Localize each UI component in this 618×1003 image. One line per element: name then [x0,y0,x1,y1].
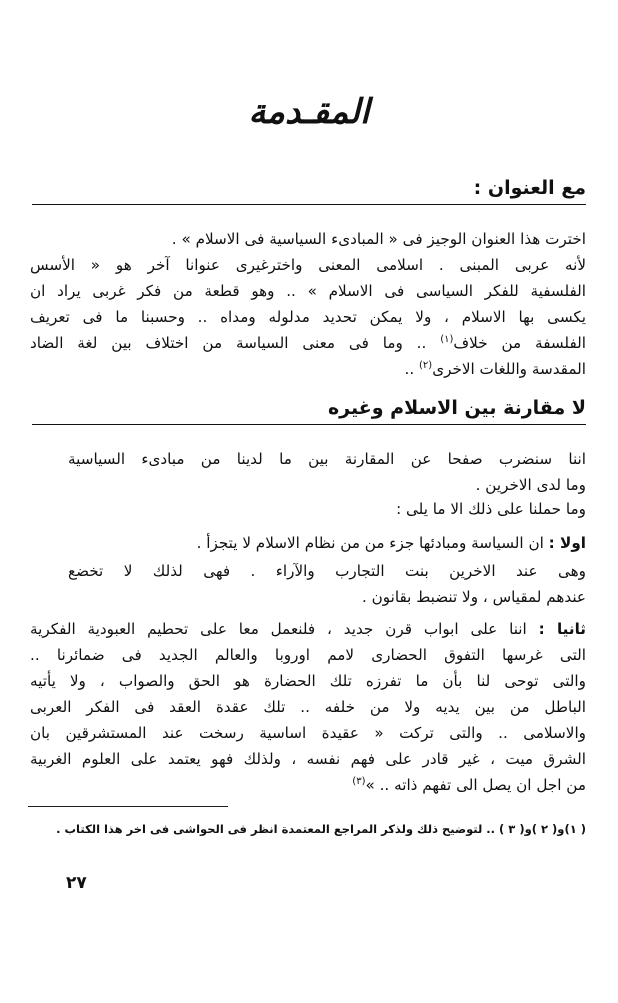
footnote-ref-2: (٢) [419,359,433,371]
text-fragment: .. وما فى معنى السياسة من اختلاف بين لغة الضاد [30,334,441,352]
section-divider [32,204,586,205]
text-line: التى غرسها التفوق الحضارى لامم اوروبا والعالم الجديد فى ضمائرنا .. [30,646,586,664]
section-heading-comparison: لا مقارنة بين الاسلام وغيره [327,397,586,419]
page-number: ٢٧ [66,873,87,893]
footnote-ref-1: (١) [440,333,454,345]
text-line: اخترت هذا العنوان الوجيز فى « المبادىء السياسية فى الاسلام » . [171,230,586,248]
text-fragment: من اجل ان يصل الى تفهم ذاته .. » [365,776,586,794]
text-fragment: المقدسة واللغات الاخرى [432,360,586,378]
text-line [30,530,586,556]
text-line: الباطل من بين يديه ولا من خلفه .. تلك عقدة العقد فى الفكر العربى [30,698,586,716]
text-line: وما حملنا على ذلك الا ما يلى : [396,500,586,518]
text-line [30,356,586,382]
text-fragment: .. [404,360,419,378]
text-line: لأنه عربى المبنى . اسلامى المعنى واخترغيرى عنوانا آخر هو « الأسس [30,256,586,274]
text-line: اننا سنضرب صفحا عن المقارنة بين ما لدينا من مبادىء السياسية [68,450,586,468]
text-line [30,772,586,798]
section-divider [32,424,586,425]
text-line: عندهم لمقياس ، ولا تنضبط بقانون . [361,588,586,606]
text-fragment: اننا على ابواب قرن جديد ، فلنعمل معا على تحطيم العبودية الفكرية [30,620,539,638]
footnote-divider [28,806,228,807]
footnote-ref-3: (٣) [352,775,366,787]
page-title: المقـدمة [248,92,370,132]
text-line: والتى توحى لنا بأن ما تفرزه تلك الحضارة هو الحق والصواب ، ولا يأتيه [30,672,586,690]
text-line: وهى عند الاخرين بنت التجارب والآراء . فهى لذلك لا تخضع [68,562,586,580]
text-line [30,330,586,356]
text-fragment: الفلسفة من خلاف [453,334,586,352]
point-label-second: ثانيا : [538,620,586,638]
text-line: الفلسفية للفكر السياسى فى الاسلام » .. وهو قطعة من فكر غربى يراد ان [30,282,586,300]
text-fragment: ان السياسة ومبادئها جزء من من نظام الاسلام لا يتجزأ . [196,534,549,552]
text-line: يكسى بها الاسلام ، ولا يمكن تحديد مدلوله ومداه .. وحسبنا ما فى تعريف [30,308,586,326]
section-heading-title: مع العنوان : [473,177,586,199]
point-label-first: اولا : [548,534,586,552]
footnote-text: ( ١)و( ٢ )و( ٣ ) .. لتوضيح ذلك ولذكر المراجع المعتمدة انظر فى الحواشى فى اخر هذا الكتاب . [56,822,586,836]
text-line: الشرق ميت ، غير قادر على فهم نفسه ، ولذلك فهو يعتمد على العلوم الغربية [30,750,586,768]
text-line [30,616,586,642]
text-line: وما لدى الاخرين . [475,476,586,494]
text-line: والاسلامى .. والتى تركت « عقيدة اساسية رسخت عند المستشرقين بان [30,724,586,742]
